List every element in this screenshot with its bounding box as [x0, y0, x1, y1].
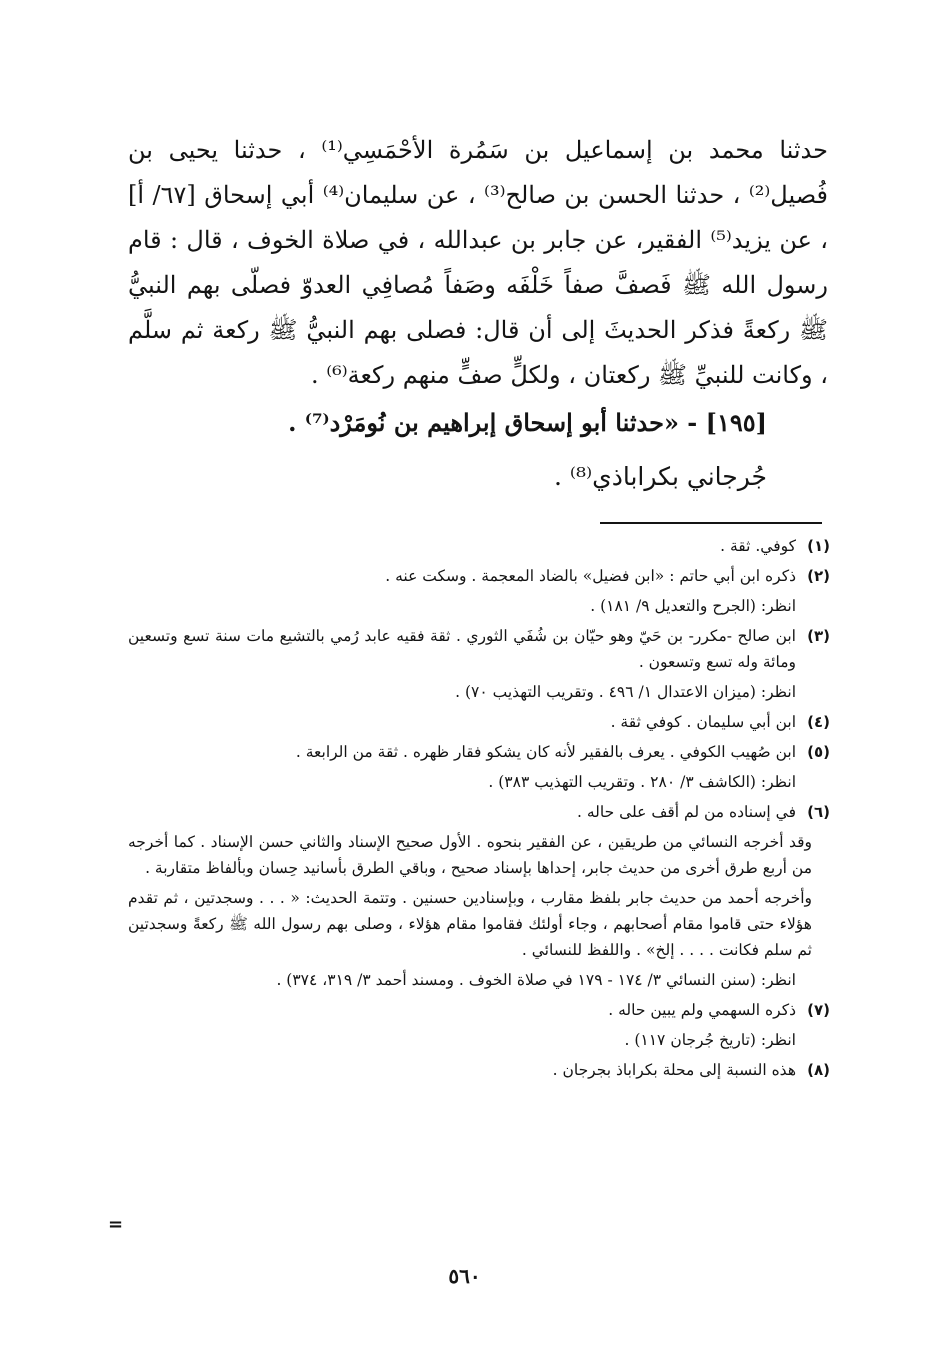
footnote-3 [128, 623, 830, 675]
footnote-7 [128, 997, 830, 1023]
footnote-text: ذكره ابن أبي حاتم : «ابن فضيل» بالضاد المعجمة . وسكت عنه . [385, 567, 796, 585]
footnote-number: (٣) [807, 627, 830, 645]
footnotes [128, 533, 830, 1087]
continuation-mark: = [108, 1214, 124, 1235]
footnote-4 [128, 709, 830, 735]
footnote-reference: انظر: (سنن النسائي ٣/ ١٧٤ - ١٧٩ في صلاة الخوف . ومسند أحمد ٣/ ٣١٩، ٣٧٤) . [276, 971, 796, 989]
footnote-text: كوفي. ثقة . [720, 537, 796, 555]
footnote-text: ابن صالح -مكرر- بن حَيّ وهو حيّان بن شُفَي الثوري . ثقة فقيه عابد رُمي بالتشيع مات سنة تسع وتسعين ومائة وله تسع وتسعون . [128, 627, 796, 671]
footnote-text: في إسناده من لم أقف على حاله . [577, 803, 796, 821]
footnote-text: هذه النسبة إلى محلة بكراباذ بجرجان . [552, 1061, 796, 1079]
footnote-number: (٤) [807, 713, 830, 731]
hadith-continuation: جُرجاني بكراباذي⁽⁸⁾ . [553, 462, 767, 491]
footnote-text: ابن أبي سليمان . كوفي ثقة . [610, 713, 796, 731]
footnote-number: (١) [807, 537, 830, 555]
footnote-paragraph: وقد أخرجه النسائي من طريقين ، عن الفقير بنحوه . الأول صحيح الإسناد والثاني حسن الإسناد . كما أخرجه من أربع طرق أخرى من حديث جابر، إحداها بإسناد صحيح ، وباقي الطرق بأسانيد حِسان وبألفاظ متقاربة . [128, 833, 812, 877]
footnote-number: (٦) [807, 803, 830, 821]
footnote-number: (٧) [807, 1001, 830, 1019]
footnote-1 [128, 533, 830, 559]
footnote-number: (٥) [807, 743, 830, 761]
footnote-reference: انظر: (ميزان الاعتدال ١/ ٤٩٦ . وتقريب التهذيب ٧٠) . [455, 683, 796, 701]
footnote-reference: انظر: (الجرح والتعديل ٩/ ١٨١) . [590, 597, 796, 615]
footnote-divider [600, 522, 822, 524]
footnote-text: ذكره السهمي ولم يبين حاله . [608, 1001, 796, 1019]
footnote-5 [128, 739, 830, 765]
main-text [128, 128, 828, 398]
page-number: ٥٦٠ [448, 1264, 481, 1288]
main-paragraph: حدثنا محمد بن إسماعيل بن سَمُرة الأحْمَسِي⁽¹⁾ ، حدثنا يحيى بن فُصيل⁽²⁾ ، حدثنا الحسن بن صالح⁽³⁾ ، عن سليمان⁽⁴⁾ أبي إسحاق [٦٧/ أ] ، عن يزيد⁽⁵⁾ الفقير، عن جابر بن عبدالله ، في صلاة الخوف ، قال : قام رسول الله ﷺ فَصفَّ صفاً خَلْفَه وصَفاً مُصافِي العدوّ فصلّى بهم النبيُّ ﷺ ركعةً فذكر الحديثَ إلى أن قال: فصلى بهم النبيُّ ﷺ ركعة ثم سلَّم ، وكانت للنبيِّ ﷺ ركعتان ، ولكلٍّ صفٍّ منهم ركعة⁽⁶⁾ . [128, 136, 828, 389]
footnote-paragraph: وأخرجه أحمد من حديث جابر بلفظ مقارب ، وبإسنادين حسنين . وتتمة الحديث: « . . . وسجدتين ، ثم تقدم هؤلاء حتى قاموا مقام أصحابهم ، وجاء أولئك فقاموا مقام هؤلاء ، وصلى بهم رسول الله ﷺ ركعةً وسجدتين ثم سلم فكانت . . . . إلخ» . واللفظ للنسائي . [128, 889, 812, 959]
footnote-text: ابن صُهيب الكوفي . يعرف بالفقير لأنه كان يشكو فقار ظهره . ثقة من الرابعة . [295, 743, 796, 761]
hadith-heading: [١٩٥] - «حدثنا أبو إسحاق إبراهيم بن نُومَرْد⁽⁷⁾ . [288, 408, 767, 437]
footnote-reference: انظر: (الكاشف ٣/ ٢٨٠ . وتقريب التهذيب ٣٨٣) . [488, 773, 796, 791]
footnote-reference: انظر: (تاريخ جُرجان ١١٧) . [624, 1031, 796, 1049]
footnote-2 [128, 563, 830, 589]
footnote-8 [128, 1057, 830, 1083]
footnote-6 [128, 799, 830, 825]
footnote-number: (٨) [807, 1061, 830, 1079]
footnote-number: (٢) [807, 567, 830, 585]
